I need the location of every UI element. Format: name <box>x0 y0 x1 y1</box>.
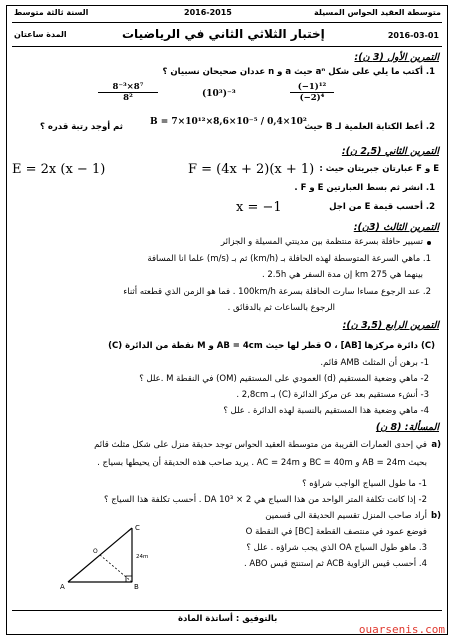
fraction-denominator: 8² <box>98 92 158 103</box>
ex1-expr-B: B = 7×10¹²×8,6×10⁻⁵ / 0,4×10² <box>150 117 307 127</box>
footer-text: بالتوفيق : أساتذة المادة <box>178 614 278 624</box>
ex1-expr-b: (10³)⁻³ <box>202 89 236 99</box>
title-rule <box>12 46 442 47</box>
ex1-expr-a <box>98 82 158 103</box>
ex2-q2: 2. أحسب قيمة E من اجل <box>329 202 435 212</box>
part-a-label: a) <box>431 440 441 450</box>
ex2-q1: 1. انشر ثم بسط العبارتين E و F . <box>294 183 435 193</box>
fraction-denominator: (−2)⁴ <box>290 92 334 103</box>
triangle-figure <box>60 522 160 592</box>
median-line <box>100 555 132 582</box>
bullet-icon <box>427 241 431 245</box>
vertex-b-label: B <box>134 583 139 591</box>
ex2-x-value: x = −1 <box>236 200 282 215</box>
fraction-numerator: (−1)¹² <box>297 82 327 92</box>
school-name: متوسطة العقيد الحواس المسيلة <box>314 8 441 17</box>
problem-q2: 2- إذا كانت تكلفة المتر الواحد من هذا السياج هي 2 × 10³ DA . أحسب تكلفة هذا السياج ؟ <box>103 495 427 505</box>
watermark: ouarsenis.com <box>358 623 445 636</box>
part-b-label: b) <box>431 511 441 521</box>
side-length-label: 24m <box>136 554 149 560</box>
ex3-q2b: الرجوع بالساعات ثم بالدقائق . <box>227 303 335 313</box>
ex4-intro: (C) دائرة مركزها O ، [AB] قطر لها حيث AB = 4cm و M نقطة من الدائرة (C) <box>108 341 435 351</box>
problem-a-text2: بحيث AB = 24m و BC = 40m و AC = 24m . يريد صاحب هذه الحديقة أن يحيطها بسياج . <box>97 458 427 468</box>
ex3-title: التمرين الثالث (3ن): <box>353 222 439 233</box>
ex1-title: التمرين الأول (3 ن): <box>354 52 439 63</box>
ex2-title: التمرين الثاني (2,5 ن): <box>341 146 439 157</box>
ex3-q1: 1. ماهي السرعة المتوسطة لهذه الحافلة بـ (km/h) ثم بـ (m/s) علما انا المسافة <box>147 254 431 264</box>
ex1-q2-end: ثم أوجد رتبة قدره ؟ <box>40 122 123 132</box>
header-rule <box>12 22 442 23</box>
ex4-q3: 3- أنشء مستقيم بعد عن مركز الدائرة (C) بـ 2,8cm . <box>236 390 429 400</box>
problem-a-text: في إحدى العمارات القريبة من متوسطة العقيد الحواس توجد حديقة منزل على شكل مثلث قائم <box>94 440 427 450</box>
problem-b-text: أراد صاحب المنزل تقسيم الحديقة الى قسمين <box>265 511 427 521</box>
ex1-expr-c <box>290 82 334 103</box>
class-level: السنة ثالثة متوسط <box>14 8 89 17</box>
ex4-q2: 2- ماهي وضعية المستقيم (d) العمودي على المستقيم (OM) في النقطة M .علل ؟ <box>139 374 429 384</box>
vertex-a-label: A <box>60 583 65 591</box>
ex2-expr-F: F = (4x + 2)(x + 1) <box>188 162 315 177</box>
fraction-numerator: 8⁻³×8⁷ <box>112 82 144 92</box>
ex2-intro: E و F عبارتان جبريتان حيث : <box>319 164 439 174</box>
vertex-c-label: C <box>135 524 140 532</box>
exam-date: 2016-03-01 <box>387 31 439 40</box>
problem-b-text2: فوضع عمود في منتصف القطعة [BC] في النقطة O <box>245 527 427 537</box>
problem-q3: 3. ماهو طول السياج OA الذي يجب شراؤه . علل ؟ <box>246 543 427 553</box>
problem-q1: 1- ما طول السياج الواجب شراؤه ؟ <box>302 479 427 489</box>
exam-title: إختبار الثلاثي الثاني في الرياضيات <box>122 27 325 41</box>
vertex-o-label: O <box>93 548 98 555</box>
problem-q4: 4. أحسب قيس الزاوية ACB ثم إستنتج قيس ABO . <box>244 559 427 569</box>
footer-rule <box>12 610 442 611</box>
ex3-q1b: بينهما هي 275 km إن مدة السفر هي 2.5h . <box>261 270 423 280</box>
ex1-q1: 1. أكتب ما يلي على شكل aⁿ حيث a و n عددان صحيحان نسبيان ؟ <box>162 67 435 77</box>
ex4-title: التمرين الرابع (3,5 ن): <box>342 320 439 331</box>
exam-duration: المدة ساعتان <box>14 30 67 39</box>
ex4-q4: 4- ماهي وضعية هذا المستقيم بالنسبة لهذه الدائرة . علل ؟ <box>223 406 429 416</box>
ex4-q1: 1- برهن أن المثلث AMB قائم. <box>320 358 429 368</box>
problem-title: المسألة: (8 ن) <box>375 422 439 433</box>
school-year: 2016-2015 <box>184 8 232 17</box>
ex2-expr-E: E = 2x (x − 1) <box>12 162 106 177</box>
ex1-q2: 2. أعط الكتابة العلمية لـ B حيث <box>304 122 435 132</box>
ex3-q2: 2. عند الرجوع مساءا سارت الحافلة بسرعة 100km/h . فما هو الزمن الذي قطعته أثناء <box>123 287 431 297</box>
ex3-intro: تسيير حافلة بسرعة منتظمة بين مدينتي المسيلة و الجزائر <box>220 237 423 247</box>
